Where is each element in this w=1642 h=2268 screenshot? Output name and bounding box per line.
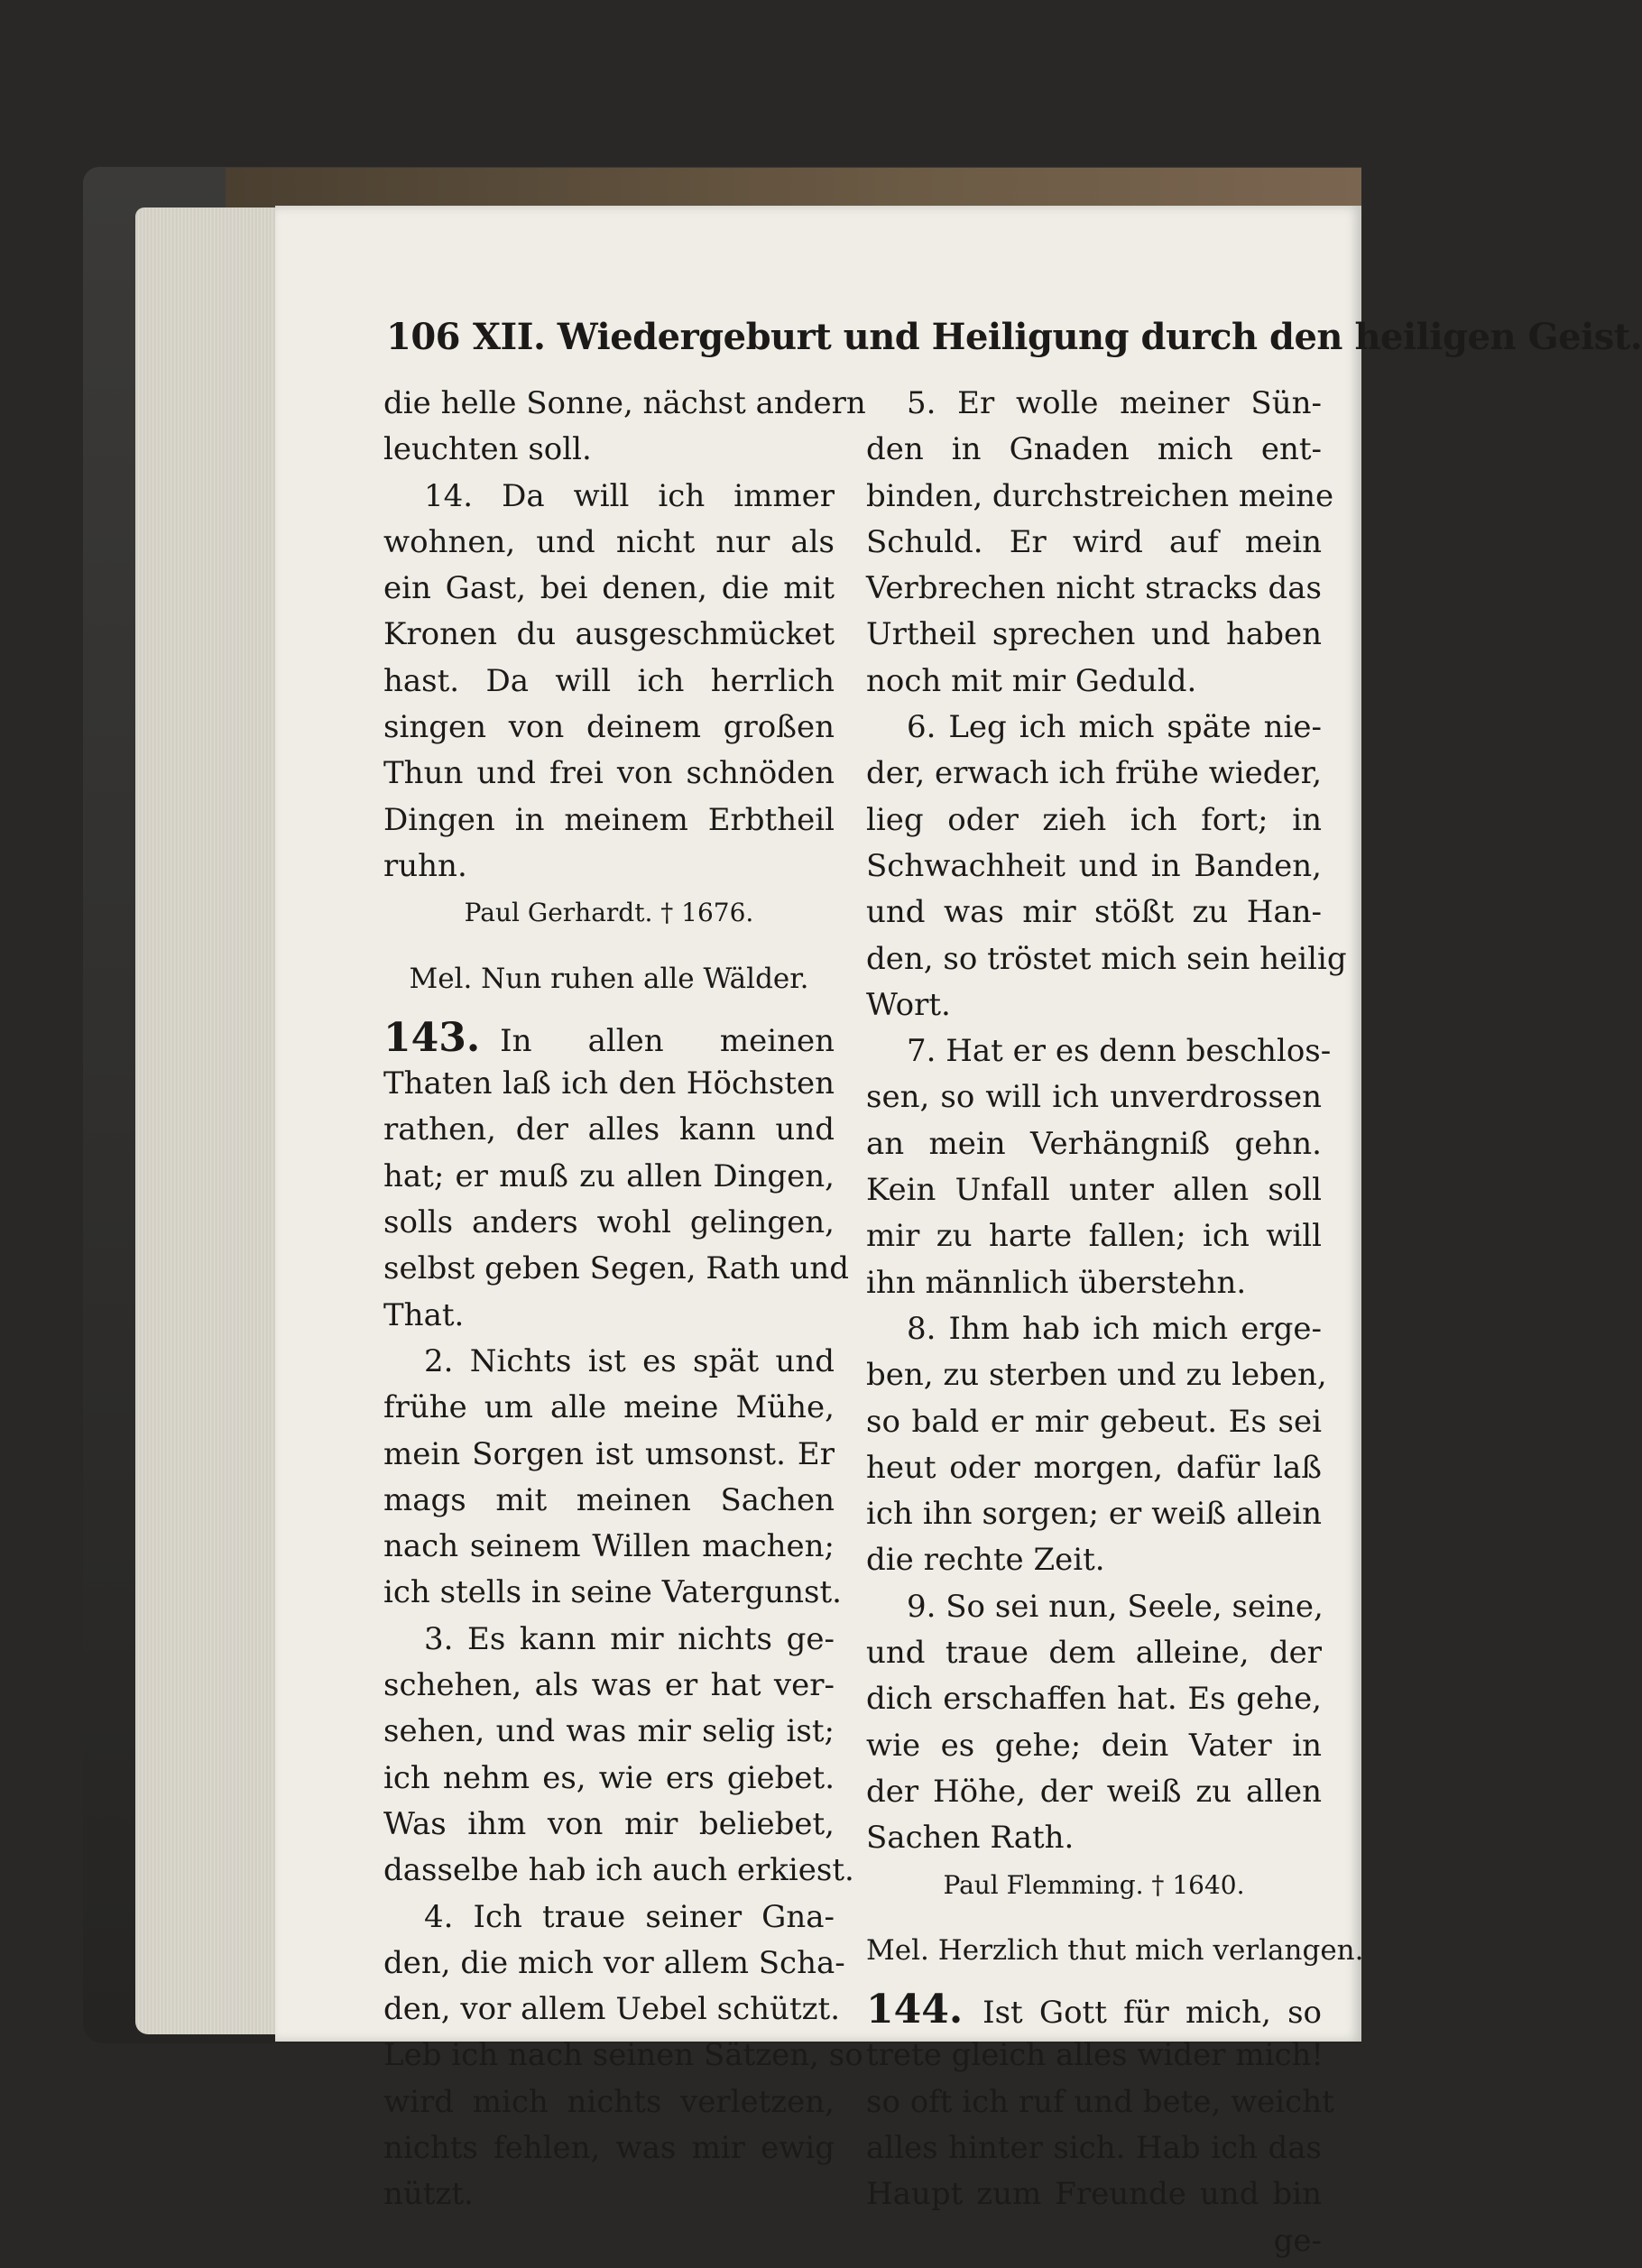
text-line — [866, 2171, 1322, 2217]
line-text: wohnen, und nicht nur als — [383, 523, 835, 560]
line-text: 9. So sei nun, Seele, seine, — [907, 1588, 1324, 1625]
line-text: mags mit meinen Sachen — [383, 1481, 835, 1518]
text-line — [866, 474, 1334, 520]
line-text: hat; er muß zu allen Dingen, — [383, 1157, 835, 1194]
line-text: heut oder morgen, dafür laß — [866, 1449, 1322, 1486]
line-text: 2. Nichts ist es spät und — [424, 1342, 835, 1379]
text-line — [383, 1246, 849, 1292]
text-line — [383, 566, 835, 612]
text-line — [866, 1769, 1322, 1815]
line-text: an mein Verhängniß gehn. — [866, 1125, 1322, 1162]
text-line — [866, 520, 1322, 566]
line-text: In allen meinen — [500, 1022, 835, 1059]
line-text: Wort. — [866, 986, 951, 1023]
text-line — [383, 1570, 842, 1616]
text-line — [383, 705, 835, 751]
line-text: lieg oder zieh ich fort; in — [866, 801, 1322, 838]
text-line — [866, 427, 1322, 473]
line-text: ich nehm es, wie ers giebet. — [383, 1759, 835, 1796]
text-line — [866, 844, 1322, 890]
line-text: ruhn. — [383, 847, 467, 884]
text-line — [383, 797, 835, 844]
text-line — [866, 1676, 1322, 1722]
line-text: mein Sorgen ist umsonst. Er — [383, 1435, 835, 1472]
line-text: den, so tröstet mich sein heilig — [866, 940, 1347, 977]
text-line — [866, 566, 1322, 612]
line-text: die helle Sonne, nächst andern — [383, 385, 866, 421]
text-line — [866, 2079, 1334, 2125]
text-line — [866, 890, 1322, 936]
line-text: 6. Leg ich mich späte nie- — [907, 709, 1322, 746]
line-text: die rechte Zeit. — [866, 1542, 1105, 1579]
text-line — [383, 474, 835, 520]
line-text: wie es gehe; dein Vater in — [866, 1727, 1322, 1764]
text-line — [383, 1432, 835, 1478]
line-text: Dingen in meinem Erbtheil — [383, 801, 835, 838]
line-text: Was ihm von mir beliebet, — [383, 1805, 835, 1842]
line-text: frühe um alle meine Mühe, — [383, 1389, 835, 1426]
line-text: sehen, und was mir selig ist; — [383, 1713, 835, 1750]
text-line — [866, 659, 1322, 705]
text-line — [383, 1293, 835, 1339]
line-text: trete gleich alles wider mich! — [866, 2037, 1324, 2074]
line-text: 5. Er wolle meiner Sün- — [907, 385, 1322, 421]
text-line — [866, 982, 1322, 1028]
text-line — [383, 956, 835, 1002]
text-line — [383, 1015, 835, 1061]
page-number: 106 — [386, 316, 460, 358]
text-line — [383, 890, 835, 936]
line-text: Mel. Nun ruhen alle Wälder. — [409, 962, 809, 995]
text-line — [383, 2033, 863, 2079]
line-text: ben, zu sterben und zu leben, — [866, 1357, 1327, 1394]
line-text: und was mir stößt zu Han- — [866, 894, 1322, 931]
line-text: Leb ich nach seinen Sätzen, so — [383, 2037, 863, 2074]
line-text: Urtheil sprechen und haben — [866, 616, 1322, 653]
line-text: mir zu harte fallen; ich will — [866, 1218, 1322, 1255]
line-text: Sachen Rath. — [866, 1820, 1075, 1857]
text-line — [866, 1121, 1322, 1167]
line-text: Paul Gerhardt. † 1676. — [464, 898, 754, 928]
book-cover-top-edge — [226, 168, 1361, 209]
right-column — [866, 381, 1364, 2264]
line-text: nützt. — [383, 2176, 474, 2213]
line-text: binden, durchstreichen meine — [866, 477, 1334, 514]
line-text: den, die mich vor allem Scha- — [383, 1944, 845, 1981]
line-text: 3. Es kann mir nichts ge- — [424, 1620, 835, 1657]
text-line — [866, 1862, 1322, 1908]
line-text: singen von deinem großen — [383, 709, 835, 746]
text-line — [383, 1061, 835, 1107]
line-text: noch mit mir Geduld. — [866, 662, 1197, 699]
line-text: 4. Ich traue seiner Gna- — [424, 1898, 835, 1935]
running-title: XII. Wiedergeburt und Heiligung durch den heiligen Geist. — [473, 316, 1642, 358]
line-text: sen, so will ich unverdrossen — [866, 1079, 1322, 1116]
text-line — [383, 1895, 835, 1941]
line-text: und traue dem alleine, der — [866, 1635, 1322, 1672]
text-line — [866, 1491, 1322, 1537]
left-column — [383, 381, 866, 2218]
text-line — [866, 751, 1322, 797]
text-line — [383, 1385, 835, 1431]
text-line — [866, 1352, 1327, 1398]
text-line — [866, 612, 1322, 658]
line-text: ich stells in seine Vatergunst. — [383, 1574, 842, 1611]
line-text: nach seinem Willen machen; — [383, 1528, 835, 1565]
text-line — [383, 1987, 840, 2033]
text-line — [866, 1074, 1322, 1120]
text-line — [866, 2218, 1322, 2264]
text-line — [866, 1928, 1364, 1974]
line-text: schehen, als was er hat ver- — [383, 1667, 835, 1704]
text-line — [866, 1723, 1322, 1769]
line-text: den in Gnaden mich ent- — [866, 431, 1322, 468]
hymn-number: 143. — [383, 1014, 481, 1061]
text-line — [383, 1756, 835, 1802]
line-text: Thaten laß ich den Höchsten — [383, 1065, 835, 1102]
text-line — [866, 2125, 1322, 2171]
text-line — [383, 659, 835, 705]
line-text: That. — [383, 1296, 465, 1333]
line-text: nichts fehlen, was mir ewig — [383, 2129, 835, 2166]
text-line — [383, 751, 835, 797]
line-text: Paul Flemming. † 1640. — [943, 1869, 1245, 1900]
text-line — [866, 1445, 1322, 1491]
text-line — [383, 1154, 835, 1200]
running-header — [386, 316, 1642, 358]
text-line — [866, 2033, 1322, 2079]
line-text: leuchten soll. — [383, 431, 592, 468]
text-line — [866, 1028, 1332, 1074]
line-text: wird mich nichts verletzen, — [383, 2083, 835, 2120]
line-text: dich erschaffen hat. Es gehe, — [866, 1681, 1322, 1718]
line-text: Verbrechen nicht stracks das — [866, 570, 1322, 607]
text-line — [866, 1260, 1322, 1306]
line-text: hast. Da will ich herrlich — [383, 662, 835, 699]
text-line — [383, 427, 835, 473]
text-line — [866, 705, 1322, 751]
text-line — [866, 1630, 1322, 1676]
line-text: dasselbe hab ich auch erkiest. — [383, 1852, 854, 1889]
line-text: so oft ich ruf und bete, weicht — [866, 2083, 1334, 2120]
text-line — [383, 1478, 835, 1524]
text-line — [383, 520, 835, 566]
line-text: Schuld. Er wird auf mein — [866, 523, 1322, 560]
line-text: ge- — [1273, 2222, 1322, 2259]
line-text: alles hinter sich. Hab ich das — [866, 2129, 1322, 2166]
line-text: der, erwach ich frühe wieder, — [866, 755, 1323, 792]
text-line — [866, 1167, 1322, 1213]
line-text: der Höhe, der weiß zu allen — [866, 1773, 1322, 1810]
line-text: Schwachheit und in Banden, — [866, 847, 1322, 884]
line-text: selbst geben Segen, Rath und — [383, 1250, 849, 1287]
text-line — [383, 1941, 845, 1987]
line-text: 7. Hat er es denn beschlos- — [907, 1033, 1332, 1070]
text-line — [383, 1200, 835, 1246]
text-line — [866, 1584, 1322, 1630]
text-line — [383, 612, 835, 658]
text-line — [383, 2171, 835, 2217]
text-line — [383, 2125, 835, 2171]
line-text: so bald er mir gebeut. Es sei — [866, 1403, 1322, 1440]
line-text: rathen, der alles kann und — [383, 1111, 835, 1148]
text-line — [383, 1663, 835, 1709]
text-line — [866, 1815, 1322, 1861]
text-line — [383, 1802, 835, 1848]
text-line — [383, 844, 835, 890]
line-text: solls anders wohl gelingen, — [383, 1204, 835, 1241]
line-text: den, vor allem Uebel schützt. — [383, 1991, 840, 2028]
text-line — [383, 1848, 854, 1894]
line-text: Thun und frei von schnöden — [383, 755, 835, 792]
text-line — [866, 1987, 1322, 2033]
text-line — [866, 1306, 1322, 1352]
text-line — [866, 1537, 1322, 1583]
text-line — [383, 2079, 835, 2125]
line-text: Kronen du ausgeschmücket — [383, 616, 835, 653]
line-text: Kein Unfall unter allen soll — [866, 1172, 1322, 1209]
page-edges — [135, 207, 289, 2034]
text-line — [866, 1399, 1322, 1445]
text-line — [383, 1617, 835, 1663]
line-text: ich ihn sorgen; er weiß allein — [866, 1496, 1322, 1533]
text-line — [383, 1524, 835, 1570]
text-line — [866, 797, 1322, 844]
text-line — [383, 1339, 835, 1385]
line-text: Mel. Herzlich thut mich verlangen. — [866, 1933, 1364, 1967]
text-line — [866, 1213, 1322, 1259]
line-text: Haupt zum Freunde und bin — [866, 2176, 1322, 2213]
line-text: 8. Ihm hab ich mich erge- — [907, 1310, 1322, 1347]
text-line — [866, 381, 1322, 427]
text-line — [383, 1709, 835, 1755]
text-line — [866, 936, 1347, 982]
text-line — [383, 1107, 835, 1153]
hymn-number: 144. — [866, 1987, 964, 2033]
text-line — [383, 381, 866, 427]
line-text: ihn männlich überstehn. — [866, 1264, 1247, 1301]
line-text: Ist Gott für mich, so — [982, 1995, 1322, 2032]
line-text: 14. Da will ich immer — [424, 477, 835, 514]
line-text: ein Gast, bei denen, die mit — [383, 570, 835, 607]
